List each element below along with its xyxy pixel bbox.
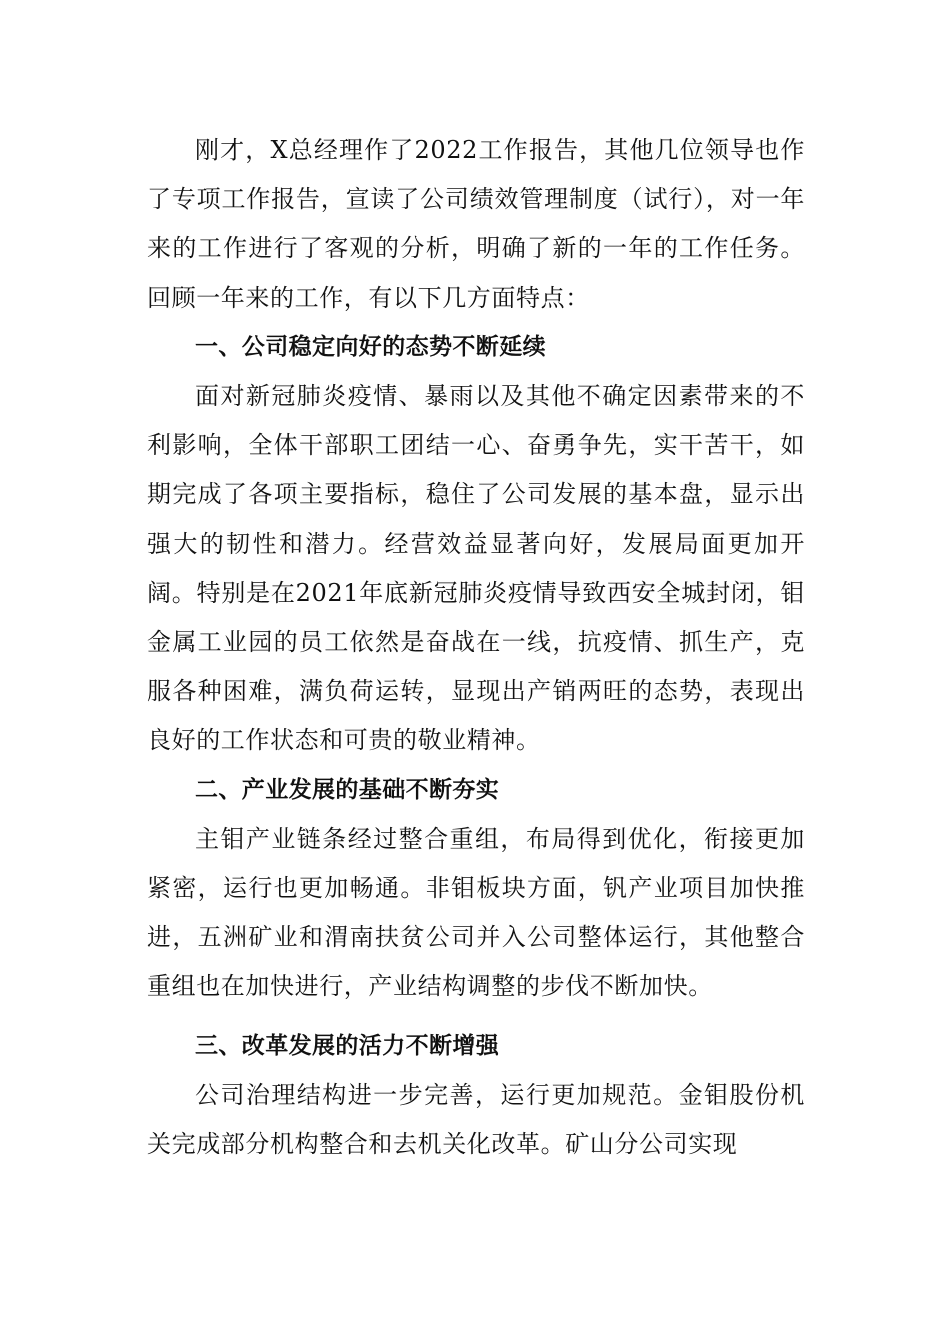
section-1-body: 面对新冠肺炎疫情、暴雨以及其他不确定因素带来的不利影响，全体干部职工团结一心、奋勇争先，实干苦干，如期完成了各项主要指标，稳住了公司发展的基本盘，显示出强大的韧性和潜力。经营效益显著向好，发展局面更加开阔。特别是在2021年底新冠肺炎疫情导致西安全城封闭，钼金属工业园的员工依然是奋战在一线，抗疫情、抓生产，克服各种困难，满负荷运转，显现出产销两旺的态势，表现出良好的工作状态和可贵的敬业精神。 bbox=[147, 382, 805, 755]
section-3-heading: 三、改革发展的活力不断增强 bbox=[195, 1032, 500, 1059]
section-1-heading: 一、公司稳定向好的态势不断延续 bbox=[195, 333, 546, 360]
document-page bbox=[147, 126, 805, 1169]
section-2-heading: 二、产业发展的基础不断夯实 bbox=[195, 776, 500, 803]
section-3-body: 公司治理结构进一步完善，运行更加规范。金钼股份机关完成部分机构整合和去机关化改革。矿山分公司实现 bbox=[147, 1080, 805, 1159]
section-2-body: 主钼产业链条经过整合重组，布局得到优化，衔接更加紧密，运行也更加畅通。非钼板块方面，钒产业项目加快推进，五洲矿业和渭南扶贫公司并入公司整体运行，其他整合重组也在加快进行，产业结构调整的步伐不断加快。 bbox=[147, 824, 805, 1001]
intro-paragraph: 刚才，X总经理作了2022工作报告，其他几位领导也作了专项工作报告，宣读了公司绩效管理制度（试行），对一年来的工作进行了客观的分析，明确了新的一年的工作任务。回顾一年来的工作，有以下几方面特点： bbox=[147, 136, 805, 312]
